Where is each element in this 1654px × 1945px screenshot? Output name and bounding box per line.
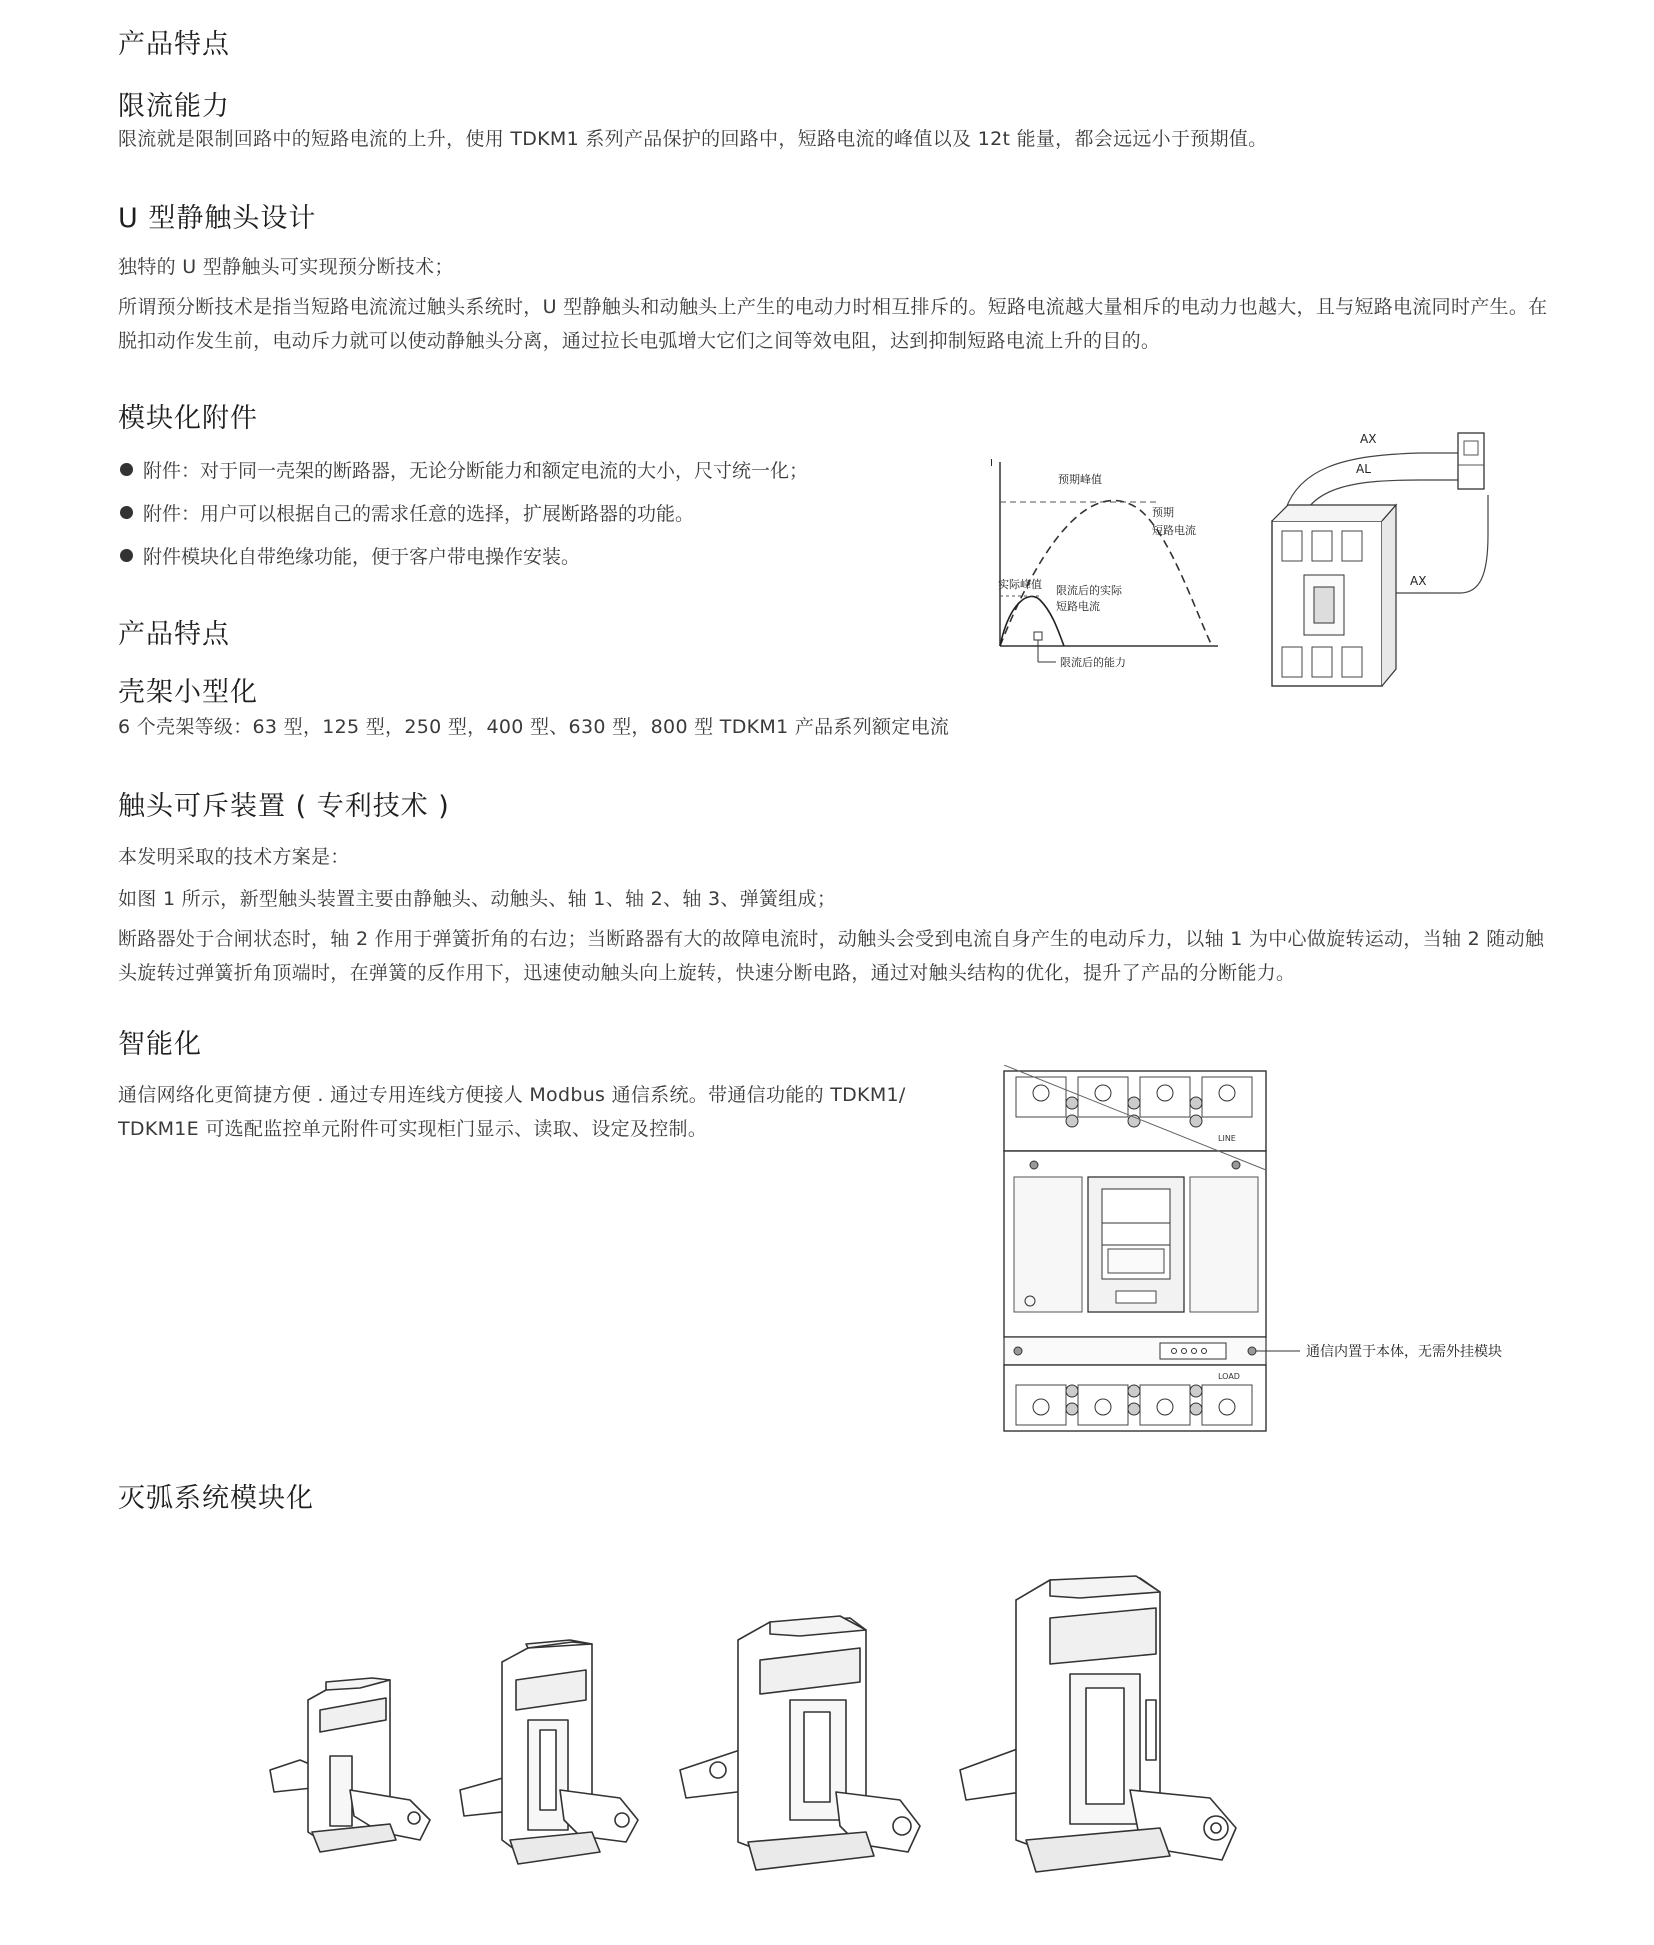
- u-contact-paragraph: 所谓预分断技术是指当短路电流流过触头系统时，U 型静触头和动触头上产生的电动力时相互排斥的。短路电流越大量相斥的电动力也越大，且与短路电流同时产生。在脱扣动作发生前，电动斥力就可以使动静触头分离，通过拉长电弧增大它们之间等效电阻，达到抑制短路电流上升的目的。: [118, 296, 1548, 352]
- section-title-current-limit: 限流能力: [118, 91, 230, 122]
- section-title-arc: 灭弧系统模块化: [118, 1483, 314, 1514]
- label-al: AL: [1356, 462, 1371, 476]
- energy-marker: [1034, 632, 1042, 640]
- modular-bullet: 附件：用户可以根据自己的需求任意的选择，扩展断路器的功能。: [120, 499, 694, 526]
- arc-chamber-250: [680, 1616, 920, 1870]
- smart-paragraph: 通信网络化更简捷方便 . 通过专用连线方便接人 Modbus 通信系统。带通信功能的 TDKM1/ TDKM1E 可选配监控单元附件可实现柜门显示、读取、设定及控制。: [118, 1084, 906, 1140]
- current-limit-text: 限流就是限制回路中的短路电流的上升，使用 TDKM1 系列产品保护的回路中，短路电流的峰值以及 12t 能量，都会远远小于预期值。: [118, 128, 1268, 150]
- repulsion-line2: 如图 1 所示，新型触头装置主要由静触头、动触头、轴 1、轴 2、轴 3、弹簧组成；: [118, 888, 837, 910]
- section-title-repulsion: 触头可斥装置 ( 专利技术 ): [118, 791, 450, 822]
- section-title-modular: 模块化附件: [118, 403, 258, 434]
- expected-current-curve: [1000, 501, 1212, 646]
- accessory-wiring-figure: [1260, 425, 1510, 690]
- small-frame-text: 6 个壳架等级：63 型，125 型，250 型，400 型、630 型，800 型 TDKM1 产品系列额定电流: [118, 716, 950, 738]
- arc-chamber-400: [960, 1576, 1236, 1872]
- label-actual-peak: 实际峰值: [998, 578, 1042, 591]
- label-limited-actual-1: 限流后的实际: [1056, 584, 1122, 597]
- label-expected-peak: 预期峰值: [1058, 473, 1102, 486]
- left-panel: [1014, 1177, 1082, 1312]
- arc-chamber-125: [460, 1640, 638, 1864]
- comm-callout: 通信内置于本体，无需外挂模块: [1306, 1344, 1502, 1360]
- section-title-features: 产品特点: [118, 29, 230, 60]
- load-label: LOAD: [1218, 1372, 1240, 1381]
- arc-chamber-figure: [260, 1570, 1320, 1880]
- section-title-smart: 智能化: [118, 1029, 202, 1060]
- curve-axis-i: I: [990, 458, 993, 469]
- label-short-current: 短路电流: [1152, 524, 1196, 537]
- section-title-u-contact: U 型静触头设计: [118, 203, 317, 234]
- label-ax-top: AX: [1360, 432, 1377, 446]
- comm-port: [1160, 1343, 1226, 1359]
- section-title-small-frame: 壳架小型化: [118, 677, 258, 708]
- repulsion-line1: 本发明采取的技术方案是：: [118, 846, 350, 868]
- breaker-front-figure: [1000, 1065, 1550, 1435]
- label-expected: 预期: [1152, 506, 1174, 519]
- line-label: LINE: [1218, 1134, 1236, 1143]
- communication-strip: [1004, 1337, 1266, 1365]
- arc-chamber-63: [270, 1678, 430, 1852]
- right-panel: [1190, 1177, 1258, 1312]
- label-limited-energy: 限流后的能力: [1060, 656, 1126, 669]
- repulsion-paragraph: 断路器处于合闸状态时，轴 2 作用于弹簧折角的右边；当断路器有大的故障电流时，动触头会受到电流自身产生的电动斥力，以轴 1 为中心做旋转运动，当轴 2 随动触头旋转过弹簧折角顶端时，在弹簧的反作用下，迅速使动触头向上旋转，快速分断电路，通过对触头结构的优化，提升了产品的分断能力。: [118, 928, 1545, 984]
- modular-bullet: 附件：对于同一壳架的断路器，无论分断能力和额定电流的大小，尺寸统一化；: [120, 456, 808, 483]
- label-limited-actual-2: 短路电流: [1056, 600, 1100, 613]
- u-contact-line1: 独特的 U 型静触头可实现预分断技术；: [118, 256, 454, 278]
- section-title-features-2: 产品特点: [118, 619, 230, 650]
- current-limit-curve-figure: [990, 450, 1230, 680]
- label-ax-right: AX: [1410, 574, 1427, 588]
- modular-bullet: 附件模块化自带绝缘功能，便于客户带电操作安装。: [120, 542, 580, 569]
